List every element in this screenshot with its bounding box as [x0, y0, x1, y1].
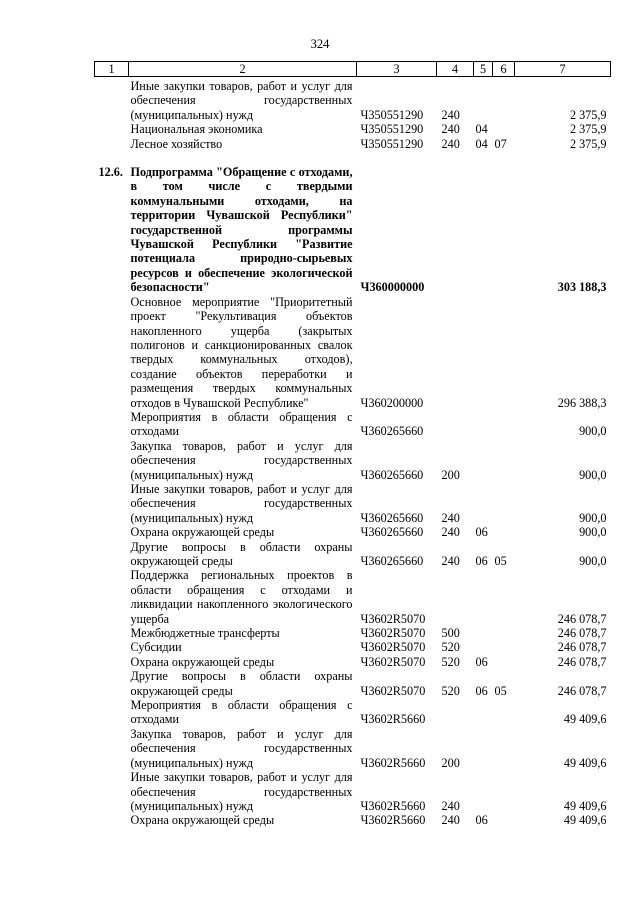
- subsection: 07: [494, 136, 507, 151]
- row-name: Межбюджетные трансферты: [130, 626, 280, 641]
- section: [474, 151, 493, 295]
- expense-type: 240: [441, 813, 460, 828]
- target-article-code: Ч360265660: [360, 525, 424, 540]
- row-name: Лесное хозяйство: [130, 136, 223, 151]
- expense-type: 200: [441, 755, 460, 770]
- row-name: Поддержка региональных проектов в области обращения с отходами и ликвидации накопленного экологического ущерба: [130, 568, 353, 626]
- table-row: [95, 295, 611, 410]
- target-article-code: Ч360200000: [360, 395, 424, 410]
- expense-type: [437, 568, 474, 626]
- table-row: [95, 727, 611, 770]
- section: [474, 295, 493, 410]
- row-amount: 2 375,9: [569, 107, 607, 122]
- row-number: [95, 727, 129, 770]
- row-number: [95, 122, 129, 136]
- subsection: [493, 655, 515, 669]
- expense-type: 200: [441, 467, 460, 482]
- row-amount: 900,0: [579, 510, 607, 525]
- target-article-code: Ч3602R5660: [360, 755, 426, 770]
- row-amount: 49 409,6: [563, 798, 607, 813]
- header-col-2: 2: [129, 62, 357, 77]
- target-article-code: Ч360000000: [360, 280, 425, 295]
- expense-type: 520: [441, 683, 460, 698]
- table-row: [95, 640, 611, 654]
- header-col-4: 4: [437, 62, 474, 77]
- row-name: Другие вопросы в области охраны окружающей среды: [130, 539, 353, 568]
- target-article-code: Ч350551290: [360, 136, 424, 151]
- row-name: Мероприятия в области обращения с отходами: [130, 698, 353, 727]
- section: [474, 77, 493, 123]
- table-row: [95, 410, 611, 439]
- row-amount: 900,0: [579, 525, 607, 540]
- target-article-code: Ч360265660: [360, 510, 424, 525]
- expense-type: [437, 295, 474, 410]
- expense-type: 520: [441, 640, 460, 655]
- row-amount: 246 078,7: [557, 654, 607, 669]
- target-article-code: Ч3602R5070: [360, 683, 426, 698]
- section: [474, 482, 493, 525]
- row-number: [95, 410, 129, 439]
- row-number: [95, 137, 129, 151]
- section: 06: [475, 683, 488, 698]
- row-name: Иные закупки товаров, работ и услуг для обеспечения государственных (муниципальных) нужд: [130, 79, 353, 122]
- row-amount: 49 409,6: [563, 813, 607, 828]
- subsection: [493, 640, 515, 654]
- expense-type: 240: [441, 525, 460, 540]
- table-row: [95, 137, 611, 151]
- section: [474, 626, 493, 640]
- table-row: [95, 525, 611, 539]
- row-number: [95, 77, 129, 123]
- row-amount: 900,0: [579, 424, 607, 439]
- target-article-code: Ч3602R5660: [360, 798, 426, 813]
- section: [474, 410, 493, 439]
- subsection: [493, 626, 515, 640]
- budget-table: [94, 61, 611, 828]
- row-name: Охрана окружающей среды: [130, 525, 275, 540]
- subsection: [493, 439, 515, 482]
- section: 06: [475, 813, 488, 828]
- table-row: [95, 813, 611, 827]
- expense-type: 500: [441, 626, 460, 641]
- table-row: [95, 568, 611, 626]
- expense-type: 240: [441, 510, 460, 525]
- section: [474, 727, 493, 770]
- target-article-code: Ч3602R5070: [360, 611, 426, 626]
- row-amount: 900,0: [579, 467, 607, 482]
- subsection: [493, 482, 515, 525]
- row-name: Национальная экономика: [130, 122, 263, 137]
- row-number: [95, 568, 129, 626]
- subsection: [493, 568, 515, 626]
- header-col-3: 3: [357, 62, 437, 77]
- section: [474, 568, 493, 626]
- header-col-5: 5: [474, 62, 493, 77]
- expense-type: [437, 698, 474, 727]
- row-name: Другие вопросы в области охраны окружающей среды: [130, 669, 353, 698]
- row-amount: 303 188,3: [557, 280, 607, 295]
- target-article-code: Ч360265660: [360, 554, 424, 568]
- row-name: Основное мероприятие "Приоритетный проект "Рекультивация объектов накопленного ущерба (закрытых полигонов и санкционированных свалок твердых коммунальных отходов), создание объектов переработки и размещения твердых коммунальных отходов в Чувашской Республике": [130, 294, 353, 410]
- row-name: Охрана окружающей среды: [130, 654, 275, 669]
- expense-type: 240: [441, 136, 460, 151]
- table-row: [95, 655, 611, 669]
- row-number: [95, 813, 129, 827]
- subsection: [493, 151, 515, 295]
- row-name: Охрана окружающей среды: [130, 813, 275, 828]
- subsection: 05: [494, 683, 507, 698]
- row-name: Иные закупки товаров, работ и услуг для обеспечения государственных (муниципальных) нужд: [130, 770, 353, 813]
- row-number: [95, 669, 129, 698]
- row-amount: 2 375,9: [569, 122, 607, 137]
- table-row: [95, 770, 611, 813]
- row-name: Подпрограмма "Обращение с отходами, в том числе с твердыми коммунальными отходами, на территории Чувашской Республики" государственной программы Чувашской Республики "Развитие потенциала природно-сырьевых ресурсов и обеспечение экологической безопасности": [130, 165, 353, 295]
- page-number: 324: [310, 37, 330, 51]
- section: [474, 698, 493, 727]
- table-row: [95, 540, 611, 569]
- row-amount: 296 388,3: [557, 395, 607, 410]
- section: 06: [475, 525, 488, 540]
- row-amount: 2 375,9: [569, 136, 607, 151]
- row-name: Закупка товаров, работ и услуг для обеспечения государственных (муниципальных) нужд: [130, 438, 353, 482]
- row-number: [95, 482, 129, 525]
- row-amount: 246 078,7: [557, 611, 607, 626]
- header-col-6: 6: [493, 62, 515, 77]
- expense-type: 240: [441, 122, 460, 137]
- subsection: 05: [494, 554, 507, 568]
- row-amount: 246 078,7: [557, 640, 607, 655]
- row-number: [95, 295, 129, 410]
- target-article-code: Ч3602R5070: [360, 654, 426, 669]
- subsection: [493, 77, 515, 123]
- target-article-code: Ч360265660: [360, 424, 424, 439]
- row-amount: 49 409,6: [563, 712, 607, 727]
- section: [474, 640, 493, 654]
- subsection: [493, 525, 515, 539]
- table-row: [95, 151, 611, 295]
- table-row: [95, 626, 611, 640]
- subsection: [493, 410, 515, 439]
- table-row: [95, 439, 611, 482]
- row-number: [95, 698, 129, 727]
- target-article-code: Ч350551290: [360, 107, 424, 122]
- section: 06: [475, 554, 488, 568]
- expense-type: 520: [441, 654, 460, 669]
- row-name: Мероприятия в области обращения с отходами: [130, 409, 353, 439]
- table-header: [95, 62, 611, 77]
- row-number: [95, 540, 129, 569]
- subsection: [493, 770, 515, 813]
- section: 04: [475, 136, 488, 151]
- target-article-code: Ч3602R5660: [360, 813, 426, 828]
- row-number: [95, 640, 129, 654]
- target-article-code: Ч360265660: [360, 467, 424, 482]
- row-number: [95, 525, 129, 539]
- row-amount: 246 078,7: [557, 626, 607, 641]
- row-amount: 900,0: [579, 554, 607, 568]
- row-amount: 246 078,7: [557, 683, 607, 698]
- table-row: [95, 698, 611, 727]
- table-row: [95, 669, 611, 698]
- table-body: [95, 77, 611, 828]
- header-col-7: 7: [515, 62, 611, 77]
- target-article-code: Ч3602R5660: [360, 712, 426, 727]
- subsection: [493, 813, 515, 827]
- expense-type: 240: [441, 107, 460, 122]
- row-number: [95, 770, 129, 813]
- target-article-code: Ч3602R5070: [360, 640, 426, 655]
- subsection: [493, 295, 515, 410]
- expense-type: 240: [441, 798, 460, 813]
- section: 04: [475, 122, 488, 137]
- row-name: Закупка товаров, работ и услуг для обеспечения государственных (муниципальных) нужд: [130, 726, 353, 770]
- header-col-1: 1: [95, 62, 129, 77]
- subsection: [493, 122, 515, 136]
- row-name: Иные закупки товаров, работ и услуг для обеспечения государственных (муниципальных) нужд: [130, 481, 353, 525]
- table-row: [95, 77, 611, 123]
- header-row: [95, 62, 611, 77]
- expense-type: [437, 410, 474, 439]
- section: 06: [475, 654, 488, 669]
- expense-type: [437, 151, 474, 295]
- subsection: [493, 727, 515, 770]
- expense-type: 240: [441, 554, 460, 568]
- section: [474, 770, 493, 813]
- row-amount: 49 409,6: [563, 755, 607, 770]
- target-article-code: Ч3602R5070: [360, 626, 426, 641]
- row-name: Субсидии: [130, 640, 182, 655]
- row-number: 12.6.: [98, 165, 123, 180]
- target-article-code: Ч350551290: [360, 122, 424, 137]
- section: [474, 439, 493, 482]
- row-number: [95, 626, 129, 640]
- row-number: [95, 439, 129, 482]
- subsection: [493, 698, 515, 727]
- table-row: [95, 482, 611, 525]
- table-row: [95, 122, 611, 136]
- row-number: [95, 655, 129, 669]
